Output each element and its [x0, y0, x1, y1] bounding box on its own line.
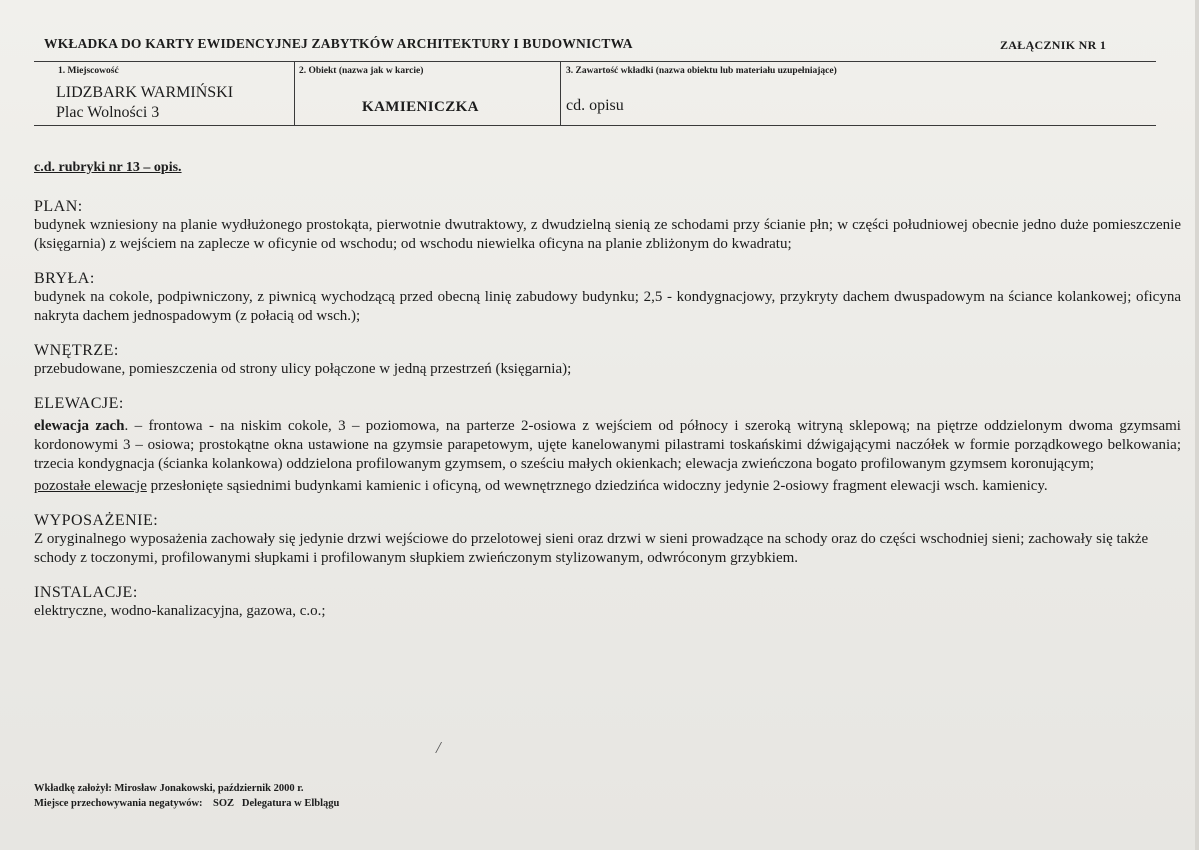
page-edge	[1195, 0, 1199, 850]
section-elewacje	[34, 394, 1181, 496]
instalacje-title: INSTALACJE:	[34, 584, 138, 601]
bryla-title: BRYŁA:	[34, 270, 95, 287]
document-title: WKŁADKA DO KARTY EWIDENCYJNEJ ZABYTKÓW ARCHITEKTURY I BUDOWNICTWA	[44, 36, 633, 51]
wyposazenie-text: Z oryginalnego wyposażenia zachowały się jedynie drzwi wejściowe do przelotowej sieni oraz drzwi w sieni prowadzące na schody oraz do części wschodniej sieni; zachowały się także schody z toczonymi, profilowanymi słupkami i profilowanym słupkiem zwieńczonym stylizowanym, odwróconym grzybkiem.	[34, 531, 1149, 566]
elewacje-other-text: przesłonięte sąsiednimi budynkami kamienic i oficyną, od wewnętrznego dziedzińca widoczny jedynie 2-osiowy fragment elewacji wsch. kamienicy.	[146, 478, 1048, 494]
document-body	[34, 158, 1181, 636]
instalacje-text: elektryczne, wodno-kanalizacyjna, gazowa, c.o.;	[34, 603, 326, 619]
elewacje-west-text: . – frontowa - na niskim cokole, 3 – poziomowa, na parterze 2-osiowa z wejściem od północy i szeroką witryną sklepową; na piętrze oddzielonym dwoma gzymsami kordonowymi 3 – osiowa; prostokątne okna ustawione na gzymsie parapetowym, ujęte kanelowanymi pilastrami toskańskimi dźwigającymi naczółek w formie porządkowego belkowania; trzecia kondygnacja (ścianka kolankowa) oddzielona profilowanym gzymsem, o sześciu małych okienkach; elewacja zwieńczona bogato profilowanym gzymsem koronującym;	[34, 418, 1181, 472]
elewacje-other-lead: pozostałe elewacje	[34, 478, 147, 494]
continuation-header: c.d. rubryki nr 13 – opis.	[34, 160, 182, 175]
section-instalacje	[34, 583, 1181, 621]
contents-value: cd. opisu	[566, 97, 624, 114]
table-divider-2	[560, 61, 561, 125]
location-label: 1. Miejscowość	[58, 66, 119, 76]
object-value: KAMIENICZKA	[362, 99, 479, 115]
plan-title: PLAN:	[34, 198, 83, 215]
section-wyposazenie	[34, 511, 1181, 568]
location-address: Plac Wolności 3	[56, 104, 160, 121]
location-city: LIDZBARK WARMIŃSKI	[56, 84, 234, 101]
attachment-number: ZAŁĄCZNIK NR 1	[1000, 38, 1107, 52]
section-plan	[34, 197, 1181, 254]
footer-negatives-location: Miejsce przechowywania negatywów: SOZ Delegatura w Elblągu	[34, 798, 340, 809]
plan-text: budynek wzniesiony na planie wydłużonego prostokąta, pierwotnie dwutraktowy, z dwudzielną sienią ze schodami przy ścianie płn; w części południowej obecnie jedno duże pomieszczenie (księgarnia) z wejściem na zaplecze w oficynie od wschodu; od wschodu niewielka oficyna na planie zbliżonym do kwadratu;	[34, 217, 1181, 252]
elewacje-paragraph-west	[34, 417, 1181, 474]
table-top-rule	[34, 61, 1156, 62]
section-bryla	[34, 269, 1181, 326]
table-bottom-rule	[34, 125, 1156, 126]
section-wnetrze	[34, 341, 1181, 379]
bryla-text: budynek na cokole, podpiwniczony, z piwnicą wychodzącą przed obecną linię zabudowy budynku; 2,5 - kondygnacjowy, przykryty dachem dwuspadowym na ściance kolankowej; oficyna nakryta dachem jednospadowym (z połacią od wsch.);	[34, 289, 1181, 324]
elewacje-west-lead: elewacja zach	[34, 418, 125, 434]
stray-pen-mark: /	[436, 738, 441, 757]
elewacje-title: ELEWACJE:	[34, 395, 124, 412]
wnetrze-text: przebudowane, pomieszczenia od strony ulicy połączone w jedną przestrzeń (księgarnia);	[34, 361, 572, 377]
table-divider-1	[294, 61, 295, 125]
wyposazenie-title: WYPOSAŻENIE:	[34, 512, 159, 529]
footer-author: Wkładkę założył: Mirosław Jonakowski, październik 2000 r.	[34, 783, 304, 794]
document-footer	[34, 781, 339, 811]
elewacje-paragraph-other	[34, 477, 1181, 496]
contents-label: 3. Zawartość wkładki (nazwa obiektu lub materiału uzupełniające)	[566, 66, 837, 76]
wnetrze-title: WNĘTRZE:	[34, 342, 119, 359]
object-label: 2. Obiekt (nazwa jak w karcie)	[299, 66, 424, 76]
